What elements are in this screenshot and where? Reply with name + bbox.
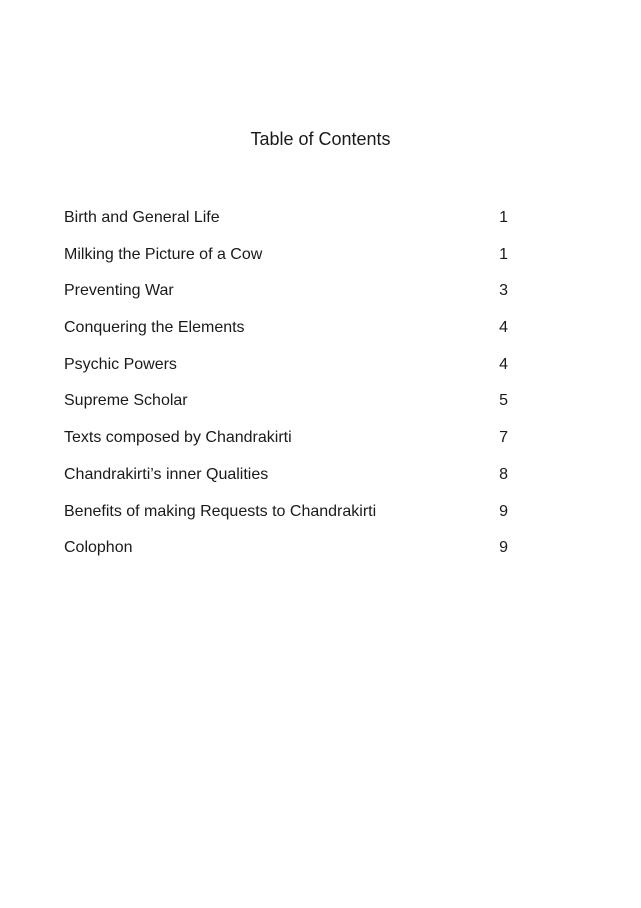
- toc-entry-page-number: 5: [499, 392, 508, 410]
- toc-entry-title: Preventing War: [64, 282, 174, 300]
- toc-entry-title: Milking the Picture of a Cow: [64, 245, 263, 263]
- toc-entry-title: Supreme Scholar: [64, 392, 188, 410]
- toc-entry: [64, 537, 508, 574]
- toc-entry-page-number: 1: [499, 245, 508, 263]
- toc-title: Table of Contents: [250, 129, 391, 149]
- toc-entry: [64, 317, 508, 354]
- toc-entry-title: Psychic Powers: [64, 355, 177, 373]
- toc-entry: [64, 464, 508, 501]
- toc-entry: [64, 427, 508, 464]
- toc-entry: [64, 207, 508, 244]
- toc-entry-title: Conquering the Elements: [64, 319, 245, 337]
- toc-entry: [64, 244, 508, 281]
- toc-list: [64, 207, 508, 574]
- toc-entry-title: Chandrakirti’s inner Qualities: [64, 465, 269, 483]
- toc-entry-page-number: 7: [499, 429, 508, 447]
- toc-entry-page-number: 1: [499, 209, 508, 226]
- toc-entry: [64, 354, 508, 391]
- toc-entry-title: Benefits of making Requests to Chandrakirti: [64, 502, 377, 520]
- toc-entry-title: Texts composed by Chandrakirti: [64, 429, 292, 447]
- toc-entry-page-number: 3: [499, 282, 508, 300]
- toc-entry-page-number: 8: [499, 465, 508, 483]
- toc-entry-title: Birth and General Life: [64, 209, 220, 226]
- toc-entry-page-number: 4: [499, 355, 508, 373]
- toc-entry: [64, 280, 508, 317]
- toc-entry-title: Colophon: [64, 539, 133, 557]
- toc-entry-page-number: 4: [499, 319, 508, 337]
- toc-entry: [64, 501, 508, 538]
- toc-entry: [64, 390, 508, 427]
- toc-entry-page-number: 9: [499, 502, 508, 520]
- toc-entry-page-number: 9: [499, 539, 508, 557]
